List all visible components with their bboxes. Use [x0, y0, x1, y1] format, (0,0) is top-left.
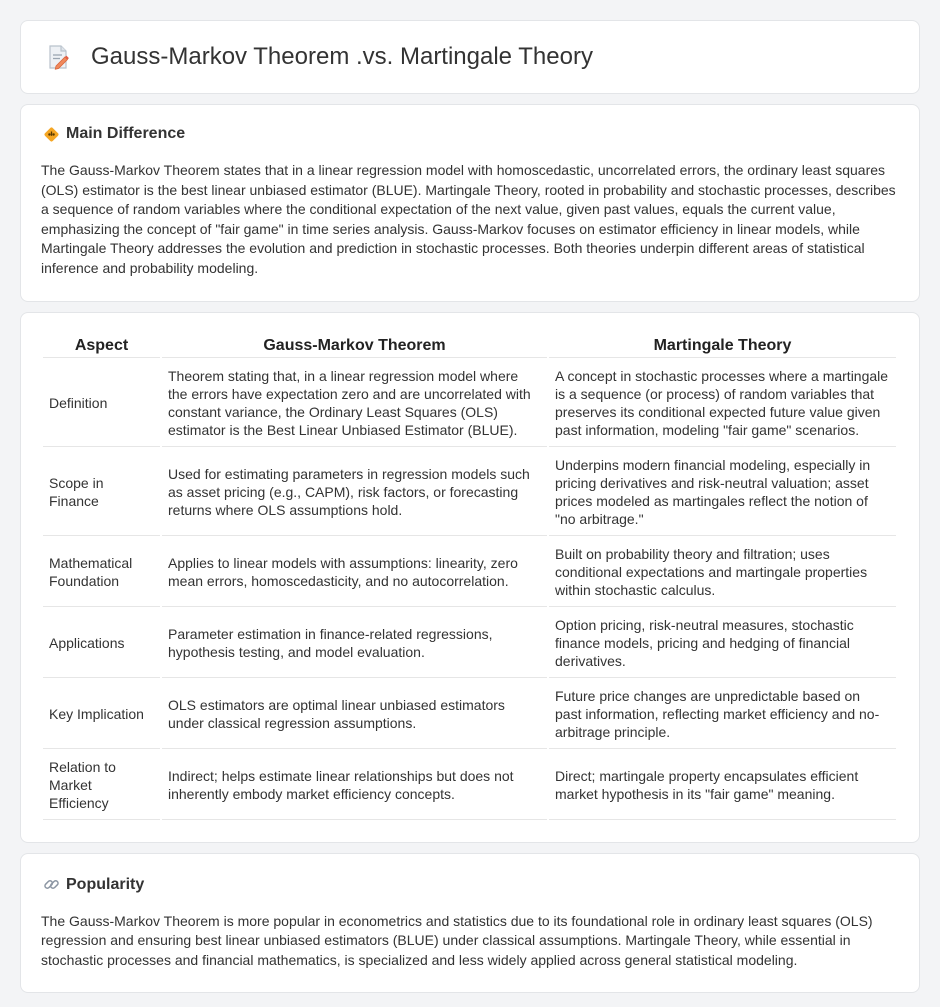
- popularity-section: [20, 853, 920, 994]
- row-gauss-markov: Parameter estimation in finance-related regressions, hypothesis testing, and model evaluation.: [162, 609, 547, 678]
- row-martingale: Future price changes are unpredictable based on past information, reflecting market efficiency and no-arbitrage principle.: [549, 680, 896, 749]
- main-difference-text: The Gauss-Markov Theorem states that in a linear regression model with homoscedastic, uncorrelated errors, the ordinary least squares (OLS) estimator is the best linear unbiased estimator (BLUE). Martingale Theory, rooted in probability and stochastic processes, describes a sequence of random variables where the conditional expectation of the next value, given past values, equals the current value, emphasizing the concept of "fair game" in time series analysis. Gauss-Markov focuses on estimator efficiency in linear models, while Martingale Theory addresses the evolution and prediction in stochastic processes. Both theories underpin different areas of statistical inference and probability modeling.: [41, 162, 896, 276]
- table-header-row: [43, 333, 896, 358]
- row-aspect: Relation to Market Efficiency: [43, 751, 160, 820]
- popularity-heading: Popularity: [66, 875, 145, 893]
- row-aspect: Applications: [43, 609, 160, 678]
- popularity-header: [43, 876, 899, 894]
- row-martingale: Underpins modern financial modeling, especially in pricing derivatives and risk-neutral valuation; asset prices modeled as martingales reflect the notion of "no arbitrage.": [549, 449, 896, 536]
- row-martingale: Direct; martingale property encapsulates efficient market hypothesis in its "fair game" meaning.: [549, 751, 896, 820]
- table-row: [43, 680, 896, 749]
- table-row: [43, 538, 896, 607]
- row-gauss-markov: Applies to linear models with assumptions: linearity, zero mean errors, homoscedasticity, and no autocorrelation.: [162, 538, 547, 607]
- diamond-warning-icon: [43, 126, 60, 143]
- row-martingale: Option pricing, risk-neutral measures, stochastic finance models, pricing and hedging of financial derivatives.: [549, 609, 896, 678]
- main-difference-header: [43, 125, 899, 143]
- header-martingale: Martingale Theory: [549, 333, 896, 358]
- document-edit-icon: [45, 44, 71, 70]
- row-martingale: A concept in stochastic processes where a martingale is a sequence (or process) of random variables that preserves its conditional expected future value given past information, modeling "fair game" scenarios.: [549, 360, 896, 447]
- table-row: [43, 751, 896, 820]
- popularity-text: The Gauss-Markov Theorem is more popular in econometrics and statistics due to its foundational role in ordinary least squares (OLS) regression and ensuring best linear unbiased estimators (BLUE) under classical assumptions. Martingale Theory, while essential in stochastic processes and financial mathematics, is specialized and less widely applied across general statistical modeling.: [41, 912, 873, 968]
- main-difference-heading: Main Difference: [66, 125, 186, 142]
- row-gauss-markov: Indirect; helps estimate linear relationships but does not inherently embody market efficiency concepts.: [162, 751, 547, 820]
- header-aspect: Aspect: [43, 333, 160, 358]
- row-aspect: Mathematical Foundation: [43, 538, 160, 607]
- table-row: [43, 360, 896, 447]
- row-aspect: Scope in Finance: [43, 449, 160, 536]
- row-gauss-markov: Used for estimating parameters in regression models such as asset pricing (e.g., CAPM), risk factors, or forecasting returns where OLS assumptions hold.: [162, 449, 547, 536]
- main-difference-section: [20, 104, 920, 302]
- row-gauss-markov: OLS estimators are optimal linear unbiased estimators under classical regression assumptions.: [162, 680, 547, 749]
- row-aspect: Definition: [43, 360, 160, 447]
- table-row: [43, 609, 896, 678]
- link-icon: [43, 876, 60, 893]
- row-martingale: Built on probability theory and filtration; uses conditional expectations and martingale properties within stochastic calculus.: [549, 538, 896, 607]
- page-title: Gauss-Markov Theorem .vs. Martingale Theory: [91, 43, 593, 70]
- comparison-table: [41, 331, 898, 822]
- title-card: [20, 20, 920, 94]
- row-gauss-markov: Theorem stating that, in a linear regression model where the errors have expectation zero and are uncorrelated with constant variance, the Ordinary Least Squares (OLS) estimator is the Best Linear Unbiased Estimator (BLUE).: [162, 360, 547, 447]
- comparison-table-card: [20, 312, 920, 843]
- row-aspect: Key Implication: [43, 680, 160, 749]
- table-row: [43, 449, 896, 536]
- header-gauss-markov: Gauss-Markov Theorem: [162, 333, 547, 358]
